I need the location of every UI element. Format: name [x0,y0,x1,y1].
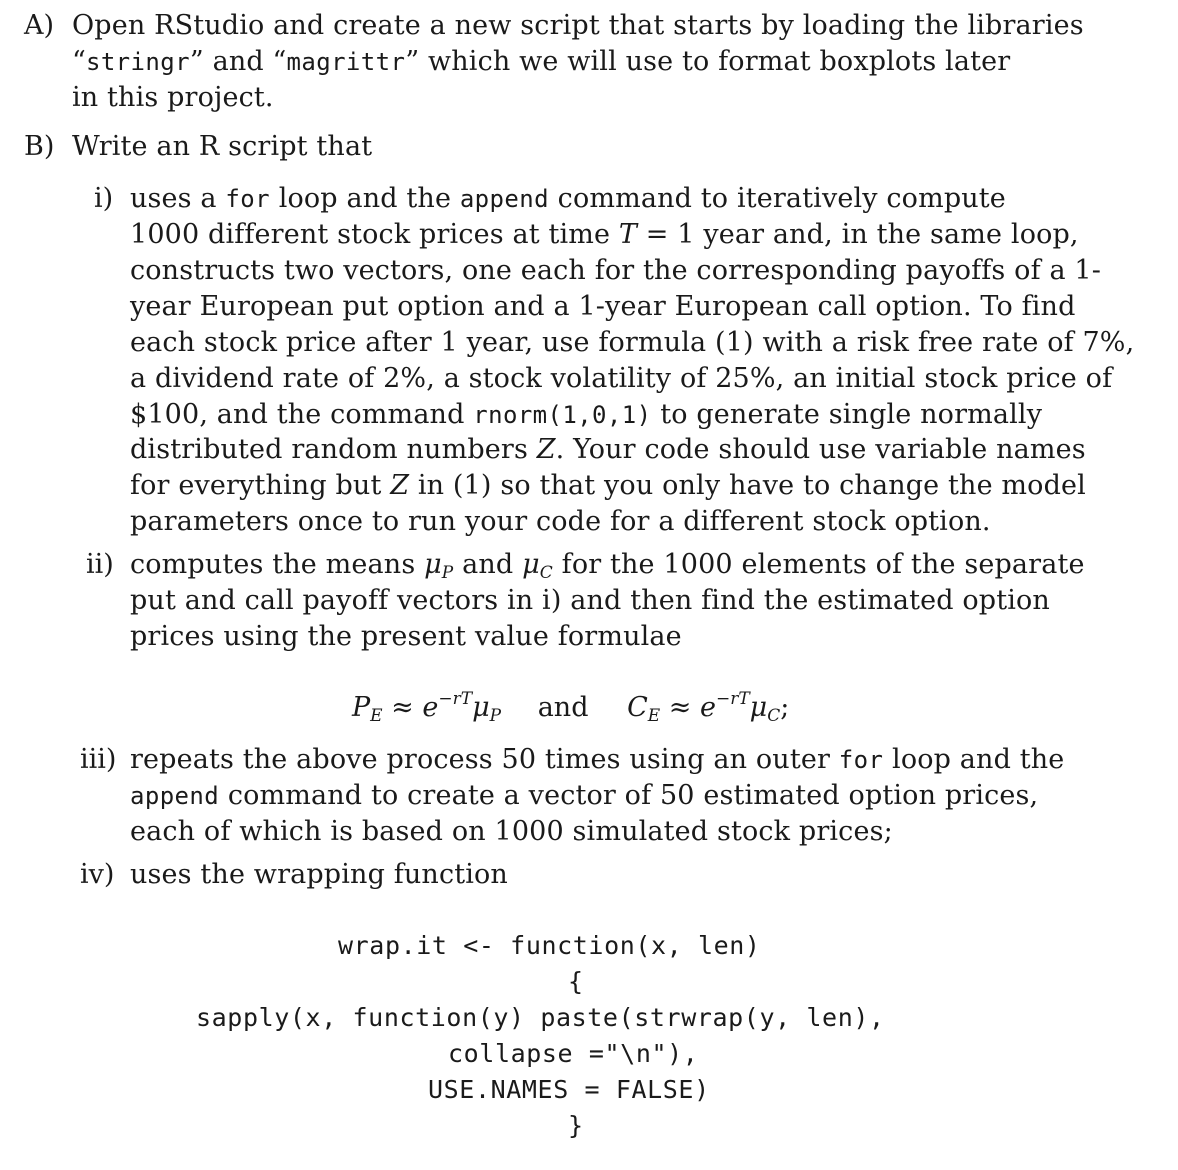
code-for: for [225,185,270,213]
item-iii-line-1 [130,742,1064,778]
part-b-label: B) [24,131,55,162]
and-text: ” and “ [189,46,287,77]
part-a-line-3: in this project. [72,82,274,113]
part-b-intro: Write an R script that [72,131,373,162]
item-ii-line-3: prices using the present value formulae [130,621,682,652]
item-i-label: i) [94,183,114,214]
item-i-line-1 [130,181,1006,217]
item-i-line-9 [130,468,1086,504]
text: $100, and the command [130,399,474,430]
item-iv-line-1: uses the wrapping function [130,859,508,890]
item-iii-line-2 [130,778,1038,814]
var-T: T [618,219,638,250]
mu-c: $\mu_C$ [522,549,553,583]
item-iv-label: iv) [80,859,115,890]
item-i-line-7 [130,397,1042,433]
text: repeats the above process 50 times using an outer [130,744,839,775]
text: command to create a vector of 50 estimated option prices, [219,780,1039,811]
part-a-line-2-rest: ” which we will use to format boxplots later [405,46,1011,77]
text: command to iteratively compute [548,183,1006,214]
text: distributed random numbers [130,434,537,465]
item-ii-line-1 [130,547,1085,583]
text: uses a [130,183,226,214]
text: in (1) so that you only have to change the model [409,470,1086,501]
code-append: append [130,782,220,810]
part-a-label: A) [24,10,55,41]
text: loop and the [883,744,1065,775]
text: 1000 different stock prices at time [130,219,619,250]
part-a-line-1: Open RStudio and create a new script that starts by loading the libraries [72,10,1084,41]
item-ii-label: ii) [86,549,114,580]
lib-magrittr: magrittr [286,48,406,76]
text: loop and the [269,183,460,214]
code-rnorm: rnorm(1,0,1) [473,401,652,429]
item-i-line-2 [130,217,1079,253]
text: to generate single normally [651,399,1043,430]
item-i-line-3: constructs two vectors, one each for the corresponding payoffs of a 1- [130,255,1102,286]
item-i-line-5: each stock price after 1 year, use formula (1) with a risk free rate of 7%, [130,327,1135,358]
code-line-2: { [568,967,584,996]
item-iii-label: iii) [80,744,117,775]
item-iii-line-3: each of which is based on 1000 simulated stock prices; [130,816,893,847]
item-i-line-4: year European put option and a 1-year European call option. To find [130,291,1076,322]
code-line-5: USE.NAMES = FALSE) [428,1075,710,1104]
code-line-1: wrap.it <- function(x, len) [338,931,761,960]
code-append: append [459,185,549,213]
var-Z: Z [536,434,556,465]
text: computes the means [130,549,425,580]
item-ii-line-2: put and call payoff vectors in i) and then find the estimated option [130,585,1050,616]
item-i-line-10: parameters once to run your code for a different stock option. [130,506,991,537]
mu-p: $\mu_P$ [424,549,454,583]
code-line-6: } [568,1111,584,1140]
code-for: for [838,746,884,774]
text: for everything but [130,470,391,501]
part-a-line-2 [72,44,1010,80]
item-i-line-6: a dividend rate of 2%, a stock volatility of 25%, an initial stock price of [130,363,1113,394]
item-i-line-8 [130,432,1086,468]
code-line-3: sapply(x, function(y) paste(strwrap(y, len), [196,1003,885,1032]
var-Z: Z [390,470,410,501]
text: and [453,549,523,580]
code-line-4: collapse ="\n"), [448,1039,699,1068]
lib-stringr: stringr [85,48,190,76]
text: = 1 year and, in the same loop, [637,219,1079,250]
quote-open: “ [72,46,86,77]
text: . Your code should use variable names [555,434,1086,465]
present-value-formula: $P_E \approx e^{-rT}\mu_P$ and $C_E \approx e^{-rT}\mu_C$; [352,689,790,726]
text: for the 1000 elements of the separate [552,549,1085,580]
